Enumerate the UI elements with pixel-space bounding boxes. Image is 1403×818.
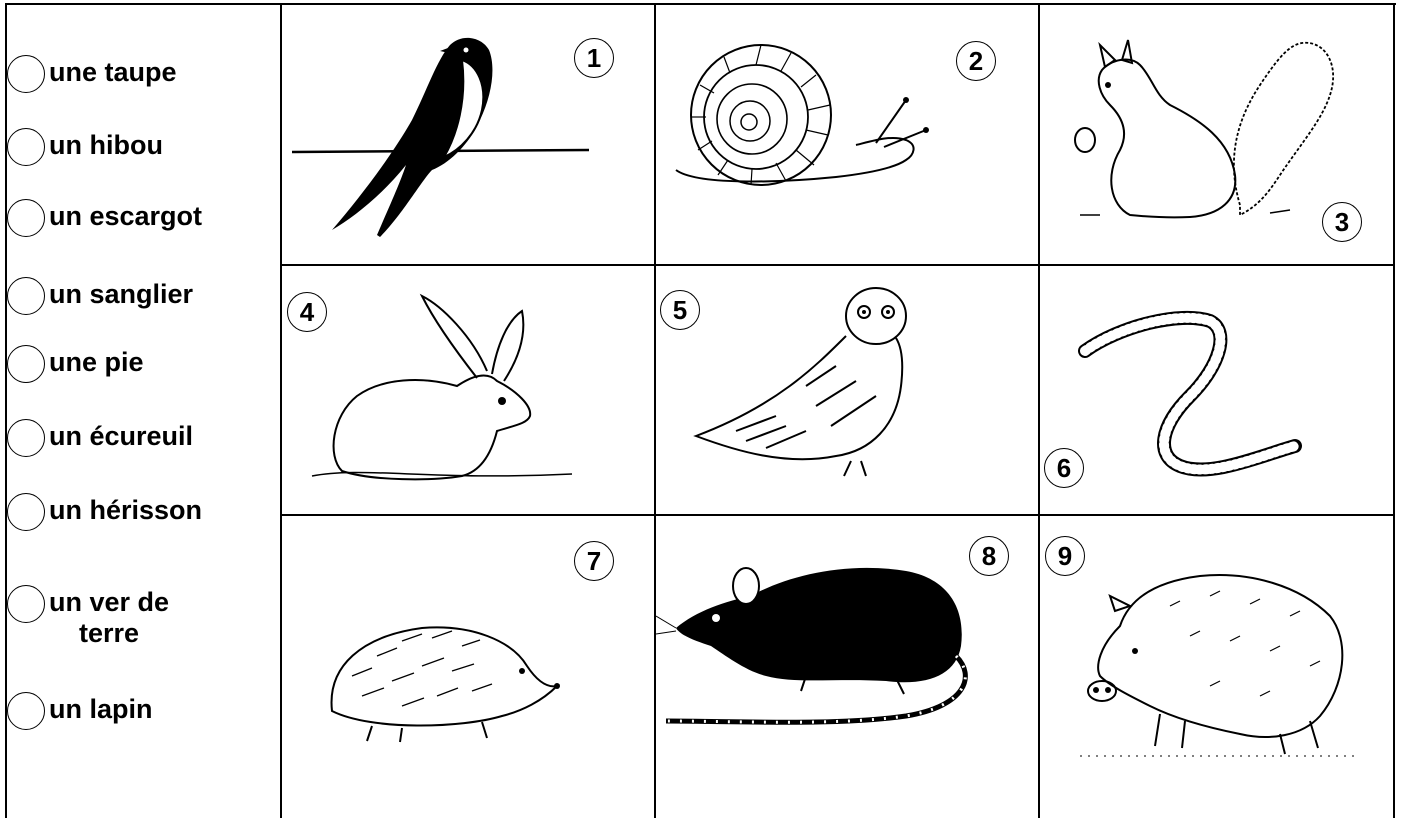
word-label: un hibou <box>49 130 163 160</box>
word-item <box>7 199 202 237</box>
word-item <box>7 493 202 531</box>
word-item <box>7 419 193 457</box>
answer-circle[interactable] <box>7 277 45 315</box>
picture-cell-7 <box>282 516 654 818</box>
earthworm-icon <box>1040 266 1393 514</box>
picture-cell-9 <box>1040 516 1393 818</box>
picture-cell-5 <box>656 266 1038 514</box>
answer-circle[interactable] <box>7 128 45 166</box>
answer-circle[interactable] <box>7 692 45 730</box>
answer-circle[interactable] <box>7 585 45 623</box>
picture-number-badge: 7 <box>574 541 614 581</box>
picture-cell-6 <box>1040 266 1393 514</box>
picture-number-badge: 1 <box>574 38 614 78</box>
word-label: un écureuil <box>49 421 194 451</box>
word-label: une pie <box>49 347 144 377</box>
picture-number-badge: 4 <box>287 292 327 332</box>
word-item <box>7 345 144 383</box>
table-border-right <box>1393 3 1395 818</box>
word-label: un hérisson <box>49 495 203 525</box>
word-item <box>7 692 153 730</box>
answer-circle[interactable] <box>7 55 45 93</box>
picture-cell-2 <box>656 5 1038 264</box>
picture-number-badge: 5 <box>660 290 700 330</box>
picture-number-badge: 6 <box>1044 448 1084 488</box>
answer-circle[interactable] <box>7 345 45 383</box>
picture-cell-3 <box>1040 5 1393 264</box>
picture-cell-4 <box>282 266 654 514</box>
word-item <box>7 585 169 649</box>
picture-number-badge: 9 <box>1045 536 1085 576</box>
answer-circle[interactable] <box>7 199 45 237</box>
picture-cell-8 <box>656 516 1038 818</box>
answer-circle[interactable] <box>7 419 45 457</box>
word-item <box>7 277 193 315</box>
wild-boar-icon <box>1040 516 1393 818</box>
word-item <box>7 55 177 93</box>
answer-circle[interactable] <box>7 493 45 531</box>
word-label: un ver de terre <box>49 587 170 648</box>
word-label: un sanglier <box>49 279 194 309</box>
rabbit-icon <box>282 266 654 514</box>
word-label: une taupe <box>49 57 177 87</box>
picture-cell-1 <box>282 5 654 264</box>
owl-icon <box>656 266 1038 514</box>
picture-number-badge: 3 <box>1322 202 1362 242</box>
word-item <box>7 128 163 166</box>
picture-number-badge: 2 <box>956 41 996 81</box>
word-label: un lapin <box>49 694 153 724</box>
picture-number-badge: 8 <box>969 536 1009 576</box>
word-label: un escargot <box>49 201 203 231</box>
